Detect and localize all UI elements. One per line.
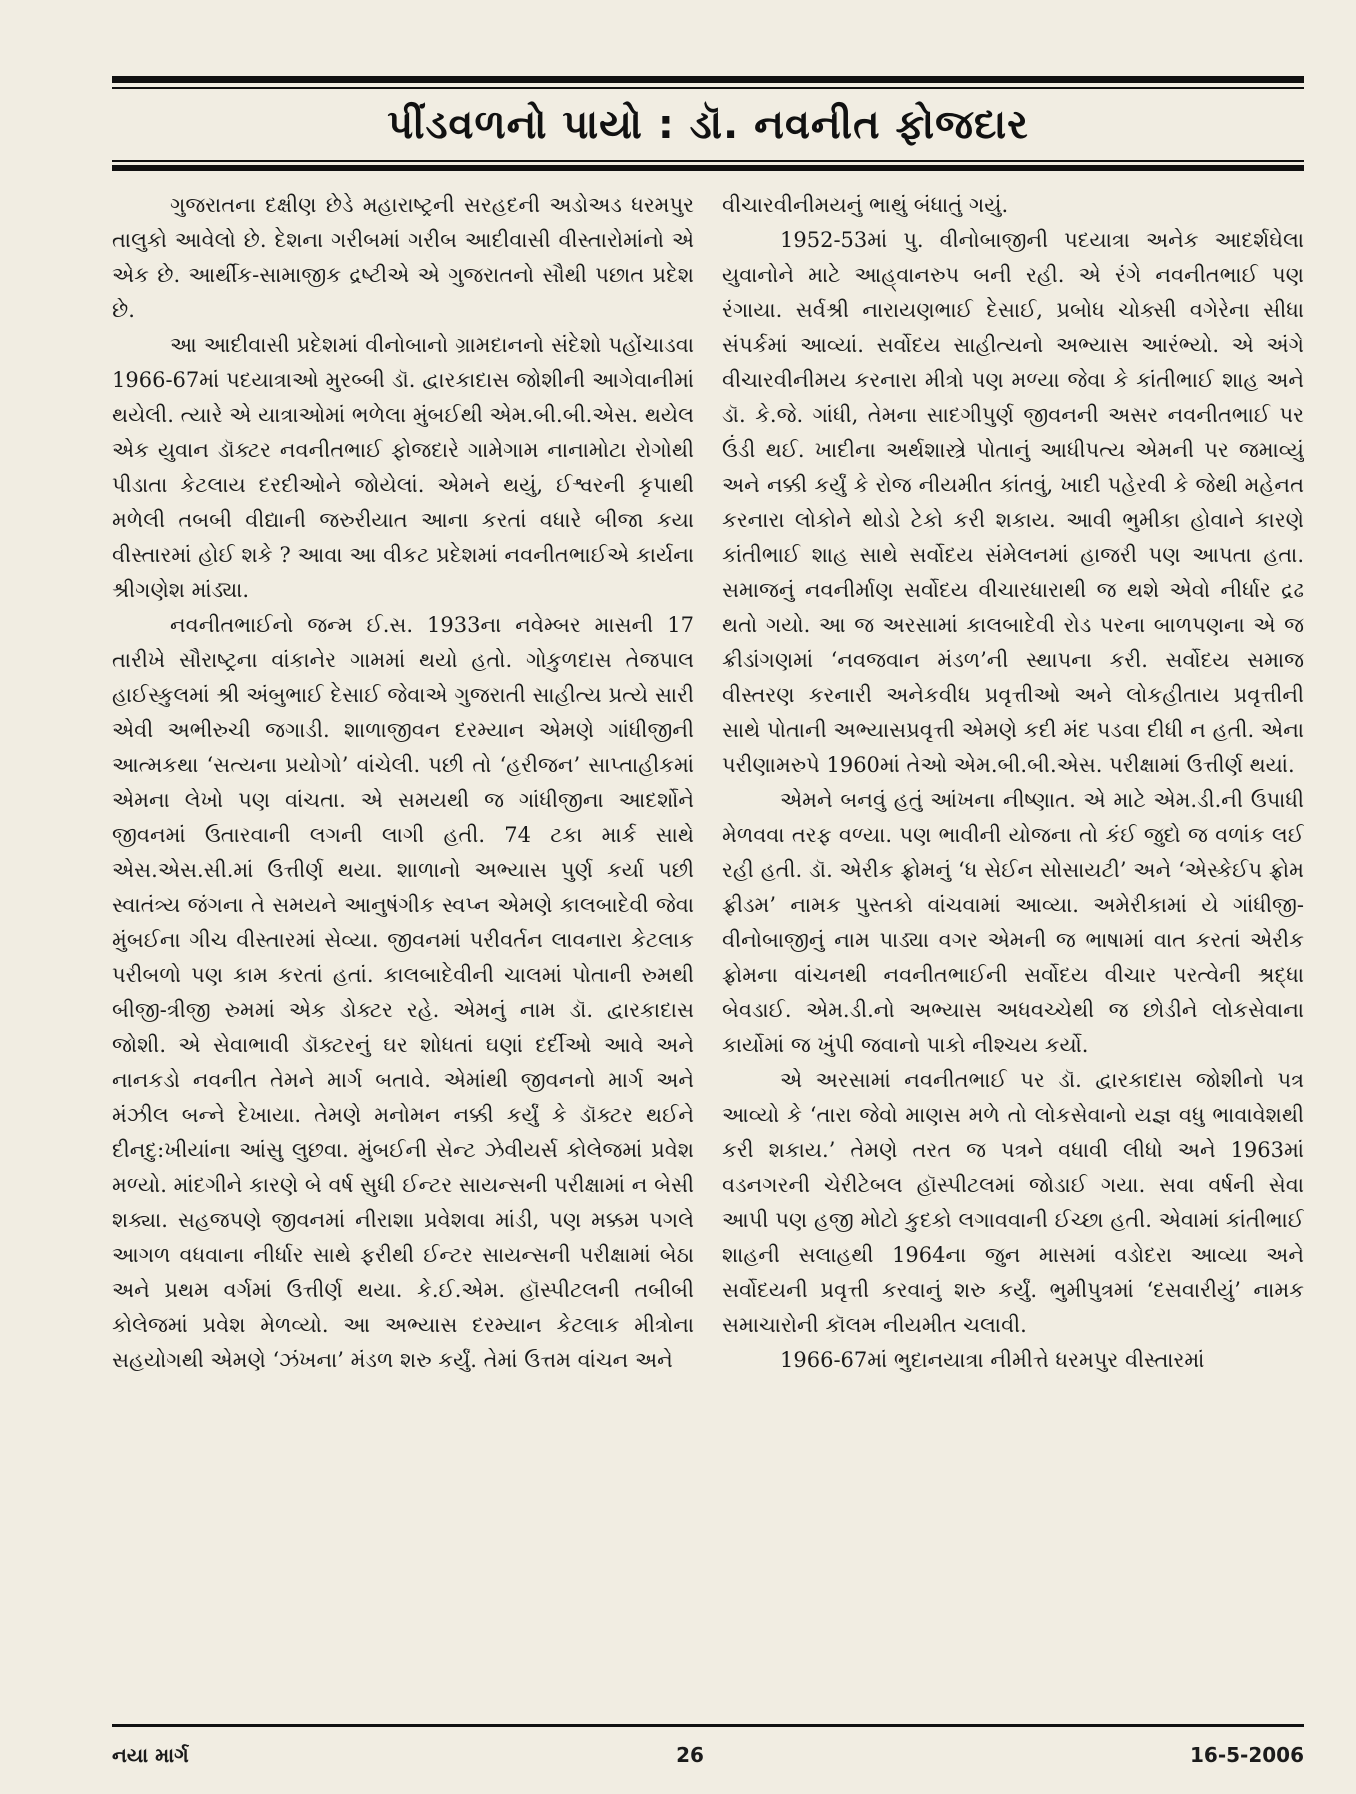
publication-name: નયા માર્ગ bbox=[112, 1743, 189, 1767]
left-column bbox=[112, 188, 694, 1718]
paragraph: આ આદીવાસી પ્રદેશમાં વીનોબાનો ગ્રામદાનનો સંદેશો પહોંચાડવા 1966-67માં પદયાત્રાઓ મુરબ્બી ડૉ. દ્વારકાદાસ જોશીની આગેવાનીમાં થયેલી. ત્યારે એ યાત્રાઓમાં ભળેલા મુંબઈથી એમ.બી.બી.એસ. થયેલ એક યુવાન ડૉક્ટર નવનીતભાઈ ફોજદારે ગામેગામ નાનામોટા રોગોથી પીડાતા કેટલાય દરદીઓને જોયેલાં. એમને થયું, ઈશ્વરની કૃપાથી મળેલી તબબી વીદ્યાની જરુરીયાત આના કરતાં વધારે બીજા કયા વીસ્તારમાં હોઈ શકે ? આવા આ વીકટ પ્રદેશમાં નવનીતભાઈએ કાર્યના શ્રીગણેશ માંડ્યા. bbox=[112, 333, 694, 602]
paragraph: ગુજરાતના દક્ષીણ છેડે મહારાષ્ટ્રની સરહદની અડોઅડ ધરમપુર તાલુકો આવેલો છે. દેશના ગરીબમાં ગરીબ આદીવાસી વીસ્તારોમાંનો એ એક છે. આર્થીક-સામાજીક દ્રષ્ટીએ એ ગુજરાતનો સૌથી પછાત પ્રદેશ છે. bbox=[112, 193, 694, 322]
issue-date: 16-5-2006 bbox=[1189, 1743, 1304, 1767]
page-number: 26 bbox=[676, 1743, 704, 1767]
paragraph: 1966-67માં ભુદાનયાત્રા નીમીત્તે ધરમપુર વીસ્તારમાં bbox=[780, 1348, 1205, 1372]
title-rule-thin bbox=[112, 160, 1304, 162]
footer-rule bbox=[112, 1724, 1304, 1727]
top-rule-thick bbox=[112, 76, 1304, 83]
right-column bbox=[722, 188, 1304, 1718]
title-rule-thick bbox=[112, 165, 1304, 171]
paragraph-continuation: વીચારવીનીમયનું ભાથું બંધાતું ગયું. bbox=[722, 193, 1009, 217]
article-title: પીંડવળનો પાયો : ડૉ. નવનીત ફોજદાર bbox=[387, 102, 1029, 148]
paragraph: એ અરસામાં નવનીતભાઈ પર ડૉ. દ્વારકાદાસ જોશીનો પત્ર આવ્યો કે ‘તારા જેવો માણસ મળે તો લોકસેવાનો યજ્ઞ વધુ ભાવાવેશથી કરી શકાય.’ તેમણે તરત જ પત્રને વધાવી લીધો અને 1963માં વડનગરની ચેરીટેબલ હૉસ્પીટલમાં જોડાઈ ગયા. સવા વર્ષની સેવા આપી પણ હજી મોટો કુદકો લગાવવાની ઈચ્છા હતી. એવામાં કાંતીભાઈ શાહની સલાહથી 1964ના જુન માસમાં વડોદરા આવ્યા અને સર્વોદયની પ્રવૃત્તી કરવાનું શરુ કર્યું. ભુમીપુત્રમાં ‘દસવારીયું’ નામક સમાચારોની કૉલમ નીયમીત ચલાવી. bbox=[722, 1068, 1304, 1337]
paragraph: એમને બનવું હતું આંખના નીષ્ણાત. એ માટે એમ.ડી.ની ઉપાધી મેળવવા તરફ વળ્યા. પણ ભાવીની યોજના તો કંઈ જુદો જ વળાંક લઈ રહી હતી. ડૉ. એરીક ફ્રોમનું ‘ધ સેઈન સોસાયટી’ અને ‘એસ્કેઈપ ફ્રોમ ફ્રીડમ’ નામક પુસ્તકો વાંચવામાં આવ્યા. અમેરીકામાં યે ગાંધીજી-વીનોબાજીનું નામ પાડ્યા વગર એમની જ ભાષામાં વાત કરતાં એરીક ફ્રોમના વાંચનથી નવનીતભાઈની સર્વોદય વીચાર પરત્વેની શ્રદ્ધા બેવડાઈ. એમ.ડી.નો અભ્યાસ અધવચ્ચેથી જ છોડીને લોકસેવાના કાર્યોમાં જ ખુંપી જવાનો પાકો નીશ્ચય કર્યો. bbox=[722, 788, 1304, 1057]
paragraph: 1952-53માં પુ. વીનોબાજીની પદયાત્રા અનેક આદર્શઘેલા યુવાનોને માટે આહ્‌વાનરુપ બની રહી. એ રંગે નવનીતભાઈ પણ રંગાયા. સર્વશ્રી નારાયણભાઈ દેસાઈ, પ્રબોધ ચોક્સી વગેરેના સીધા સંપર્કમાં આવ્યાં. સર્વોદય સાહીત્યનો અભ્યાસ આરંભ્યો. એ અંગે વીચારવીનીમય કરનારા મીત્રો પણ મળ્યા જેવા કે કાંતીભાઈ શાહ અને ડૉ. કે.જે. ગાંધી, તેમના સાદગીપુર્ણ જીવનની અસર નવનીતભાઈ પર ઉંડી થઈ. ખાદીના અર્થશાસ્ત્રે પોતાનું આધીપત્ય એમની પર જમાવ્યું અને નક્કી કર્યું કે રોજ નીયમીત કાંતવું, ખાદી પહેરવી કે જેથી મહેનત કરનારા લોકોને થોડો ટેકો કરી શકાય. આવી ભુમીકા હોવાને કારણે કાંતીભાઈ શાહ સાથે સર્વોદય સંમેલનમાં હાજરી પણ આપતા હતા. સમાજનું નવનીર્માણ સર્વોદય વીચારધારાથી જ થશે એવો નીર્ધાર દ્રઢ થતો ગયો. આ જ અરસામાં કાલબાદેવી રોડ પરના બાળપણના એ જ ક્રીડાંગણમાં ‘નવજવાન મંડળ’ની સ્થાપના કરી. સર્વોદય સમાજ વીસ્તરણ કરનારી અનેકવીધ પ્રવૃત્તીઓ અને લોકહીતાય પ્રવૃત્તીની સાથે પોતાની અભ્યાસપ્રવૃત્તી એમણે કદી મંદ પડવા દીધી ન હતી. એના પરીણામરુપે 1960માં તેઓ એમ.બી.બી.એસ. પરીક્ષામાં ઉત્તીર્ણ થયાં. bbox=[722, 228, 1304, 777]
top-rule-thin bbox=[112, 87, 1304, 89]
paragraph: નવનીતભાઈનો જન્મ ઈ.સ. 1933ના નવેમ્બર માસની 17 તારીખે સૌરાષ્ટ્રના વાંકાનેર ગામમાં થયો હતો. ગોકુળદાસ તેજપાલ હાઈસ્કુલમાં શ્રી અંબુભાઈ દેસાઈ જેવાએ ગુજરાતી સાહીત્ય પ્રત્યે સારી એવી અભીરુચી જગાડી. શાળાજીવન દરમ્યાન એમણે ગાંધીજીની આત્મકથા ‘સત્યના પ્રયોગો’ વાંચેલી. પછી તો ‘હરીજન’ સાપ્તાહીકમાં એમના લેખો પણ વાંચતા. એ સમયથી જ ગાંધીજીના આદર્શોને જીવનમાં ઉતારવાની લગની લાગી હતી. 74 ટકા માર્ક સાથે એસ.એસ.સી.માં ઉત્તીર્ણ થયા. શાળાનો અભ્યાસ પુર્ણ કર્યા પછી સ્વાતંત્ર્ય જંગના તે સમયને આનુષંગીક સ્વપ્ન એમણે કાલબાદેવી જેવા મુંબઈના ગીચ વીસ્તારમાં સેવ્યા. જીવનમાં પરીવર્તન લાવનારા કેટલાક પરીબળો પણ કામ કરતાં હતાં. કાલબાદેવીની ચાલમાં પોતાની રુમથી બીજી-ત્રીજી રુમમાં એક ડોક્ટર રહે. એમનું નામ ડૉ. દ્વારકાદાસ જોશી. એ સેવાભાવી ડૉક્ટરનું ઘર શોધતાં ઘણાં દર્દીઓ આવે અને નાનકડો નવનીત તેમને માર્ગ બતાવે. એમાંથી જીવનનો માર્ગ અને મંઝીલ બન્ને દેખાયા. તેમણે મનોમન નક્કી કર્યું કે ડૉક્ટર થઈને દીનદુ:ખીયાંના આંસુ લુછવા. મુંબઈની સેન્ટ ઝેવીયર્સ કોલેજમાં પ્રવેશ મળ્યો. માંદગીને કારણે બે વર્ષ સુધી ઈન્ટર સાયન્સની પરીક્ષામાં ન બેસી શક્યા. સહજપણે જીવનમાં નીરાશા પ્રવેશવા માંડી, પણ મક્કમ પગલે આગળ વધવાના નીર્ધાર સાથે ફરીથી ઈન્ટર સાયન્સની પરીક્ષામાં બેઠા અને પ્રથમ વર્ગમાં ઉત્તીર્ણ થયા. કે.ઈ.એમ. હૉસ્પીટલની તબીબી કોલેજમાં પ્રવેશ મેળવ્યો. આ અભ્યાસ દરમ્યાન કેટલાક મીત્રોના સહયોગથી એમણે ‘ઝંખના’ મંડળ શરુ કર્યું. તેમાં ઉત્તમ વાંચન અને bbox=[112, 613, 694, 1372]
